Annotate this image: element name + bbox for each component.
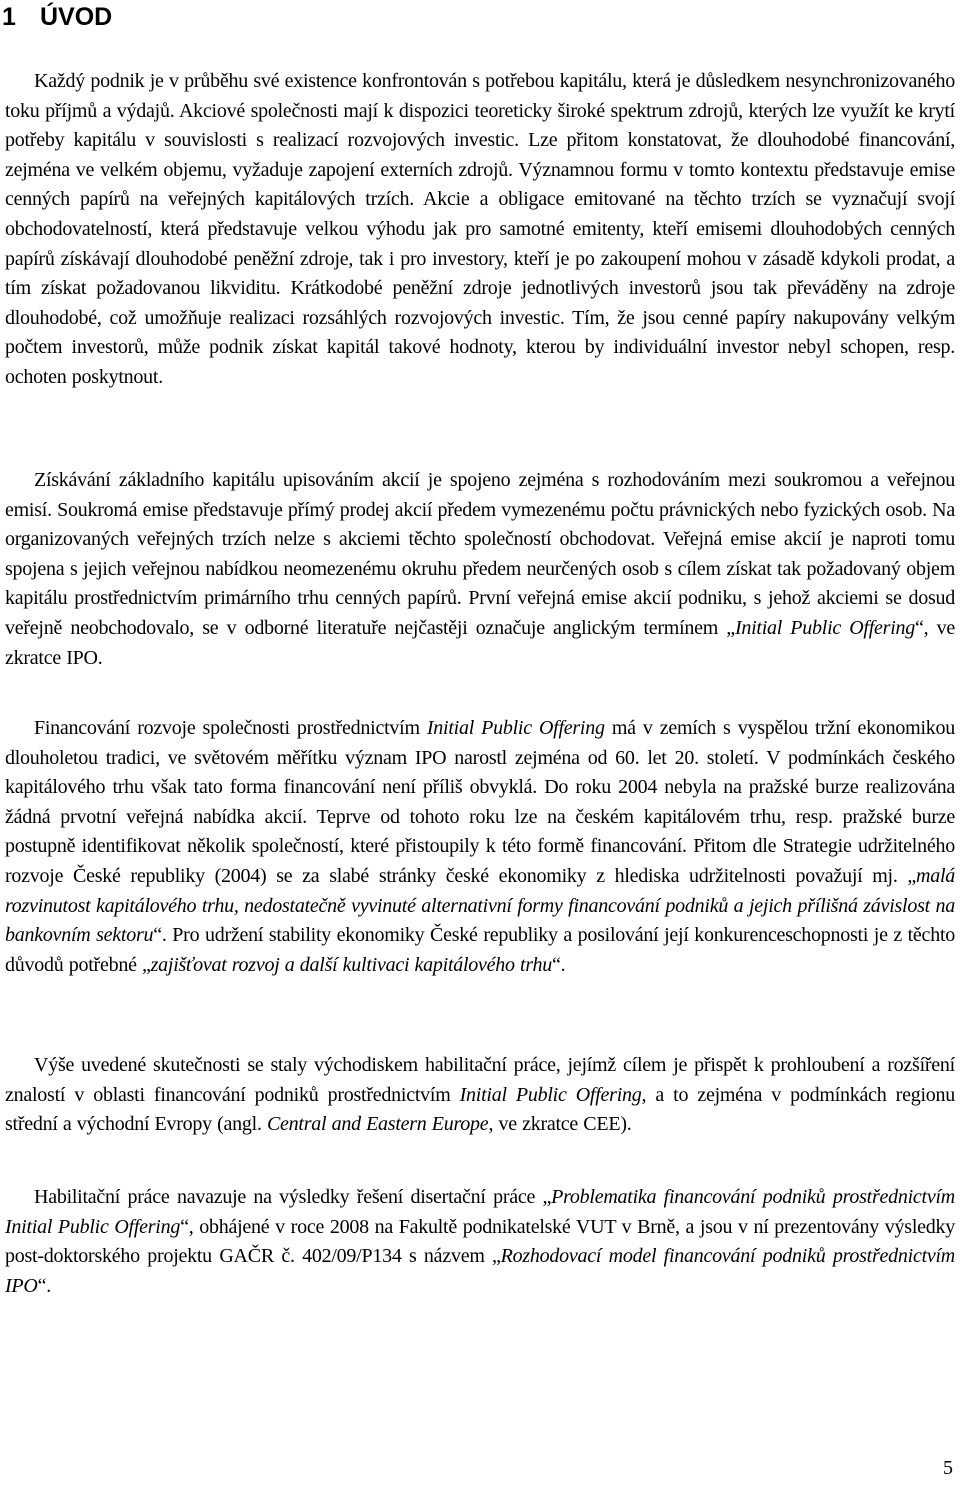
paragraph-2	[5, 466, 955, 673]
chapter-number: 1	[2, 3, 16, 31]
paragraph-text: “.	[552, 953, 566, 976]
paragraph-text: má v zemích s vyspělou tržní ekonomikou dlouholetou tradici, ve světovém měřítku význam IPO narostl zejména od 60. let 20. století. V podmínkách českého kapitálového trhu však tato forma financování není příliš obvyklá. Do roku 2004 nebyla na pražské burze realizována žádná prvotní veřejná nabídka akcií. Teprve od tohoto roku lze na českém kapitálovém trhu, resp. pražské burze postupně identifikovat několik společností, které přistoupily k této formě financování. Přitom dle Strategie udržitelného rozvoje České republiky (2004) se za slabé stránky české ekonomiky z hlediska udržitelnosti považují mj. „	[5, 717, 956, 887]
paragraph-text: , ve zkratce CEE).	[488, 1113, 632, 1136]
paragraph-text: “, obhájené v roce 2008 na Fakultě podnikatelské VUT v Brně, a jsou v ní prezentovány výsledky post-doktorského projektu GAČR č. 402/09/P134 s názvem „	[5, 1215, 955, 1268]
paragraph-4	[5, 1051, 955, 1140]
paragraph-text: “.	[37, 1274, 51, 1297]
paragraph-text: Získávání základního kapitálu upisováním akcií je spojeno zejména s rozhodováním mezi soukromou a veřejnou emisí. Soukromá emise představuje přímý prodej akcií předem vymezenému počtu právnických nebo fyzických osob. Na organizovaných veřejných trzích nelze s akciemi těchto společností obchodovat. Veřejná emise akcií je naproti tomu spojena s jejich veřejnou nabídkou neomezenému okruhu předem neurčených osob s cílem získat tak požadovaný objem kapitálu prostřednictvím primárního trhu cenných papírů. První veřejná emise akcií podniku, s jehož akciemi se dosud veřejně neobchodovalo, se v odborné literatuře nejčastěji označuje anglickým termínem „	[5, 469, 955, 639]
page-number: 5	[943, 1457, 953, 1479]
paragraph-text: Habilitační práce navazuje na výsledky řešení disertační práce „	[34, 1186, 552, 1208]
italic-quote: malá rozvinutost kapitálového trhu, nedostatečně vyvinuté alternativní formy financování podniků a jejich přílišná závislost na bankovním sektoru	[5, 864, 955, 947]
paragraph-text: Každý podnik je v průběhu své existence konfrontován s potřebou kapitálu, která je důsledkem nesynchronizovaného toku příjmů a výdajů. Akciové společnosti mají k dispozici teoreticky široké spektrum zdrojů, kterých lze využít ke krytí potřeby kapitálu v souvislosti s realizací rozvojových investic. Lze přitom konstatovat, že dlouhodobé financování, zejména ve velkém objemu, vyžaduje zapojení externích zdrojů. Významnou formu v tomto kontextu představuje emise cenných papírů na veřejných kapitálových trzích. Akcie a obligace emitované na těchto trzích se vyznačují svojí obchodovatelností, která představuje velkou výhodu jak pro samotné emitenty, kteří emisemi dlouhodobých cenných papírů získávají dlouhodobé peněžní zdroje, tak i pro investory, kteří je po zakoupení mohou v zásadě kdykoli prodat, a tím získat požadovanou likviditu. Krátkodobé peněžní zdroje jednotlivých investorů jsou tak převáděny na zdroje dlouhodobé, což umožňuje realizaci rozsáhlých rozvojových investic. Tím, že jsou cenné papíry nakupovány velkým počtem investorů, může podnik získat kapitál takové hodnoty, kterou by individuální investor nebyl schopen, resp. ochoten poskytnout.	[5, 70, 955, 388]
paragraph-5	[5, 1183, 955, 1301]
italic-term: Initial Public Offering	[459, 1083, 642, 1106]
chapter-heading	[2, 0, 112, 34]
italic-term: Initial Public Offering	[426, 717, 605, 739]
paragraph-text: “, ve zkratce IPO.	[5, 616, 955, 669]
italic-term: Initial Public Offering	[734, 616, 916, 639]
paragraph-text: Výše uvedené skutečnosti se staly východiskem habilitační práce, jejímž cílem je přispět k prohloubení a rozšíření znalostí v oblasti financování podniků prostřednictvím	[5, 1054, 955, 1106]
italic-term: Central and Eastern Europe	[266, 1113, 489, 1136]
italic-title: Rozhodovací model financování podniků prostřednictvím IPO	[5, 1245, 956, 1297]
paragraph-text: , a to zejména v podmínkách regionu střední a východní Evropy (angl.	[5, 1083, 956, 1136]
chapter-title: ÚVOD	[40, 3, 113, 31]
italic-quote: zajišťovat rozvoj a další kultivaci kapitálového trhu	[150, 953, 553, 976]
paragraph-text: “. Pro udržení stability ekonomiky České republiky a posilování její konkurenceschopnosti je z těchto důvodů potřebné „	[5, 924, 955, 976]
paragraph-text: Financování rozvoje společnosti prostřednictvím	[34, 717, 427, 739]
italic-title: Problematika financování podniků prostřednictvím Initial Public Offering	[5, 1186, 955, 1238]
paragraph-3	[5, 714, 955, 980]
paragraph-1	[5, 67, 955, 393]
